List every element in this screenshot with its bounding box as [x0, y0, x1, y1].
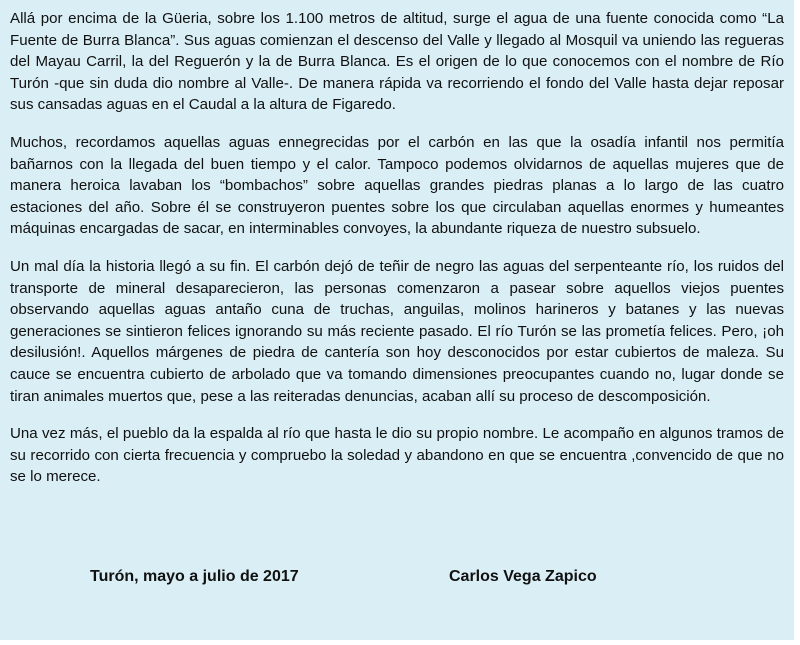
paragraph-3: Un mal día la historia llegó a su fin. El carbón dejó de teñir de negro las aguas del serpenteante río, los ruidos del transporte de mineral desaparecieron, las personas comenzaron a pasear sobre aquellos viejos puentes observando aquellas aguas antaño cuna de truchas, anguilas, molinos harineros y batanes y las nuevas generaciones se sintieron felices ignorando su más reciente pasado. El río Turón se las prometía felices. Pero, ¡oh desilusión!. Aquellos márgenes de piedra de cantería son hoy desconocidos por estar cubiertos de maleza. Su cauce se encuentra cubierto de arbolado que va tomando dimensiones preocupantes cuando no, lugar donde se tiran animales muertos que, pese a las reiteradas denuncias, acaban allí su proceso de descomposición. — [10, 257, 784, 405]
paragraph-1: Allá por encima de la Güeria, sobre los 1.100 metros de altitud, surge el agua de una fuente conocida como “La Fuente de Burra Blanca”. Sus aguas comienzan el descenso del Valle y llegado al Mosquil va uniendo las regueras del Mayau Carril, la del Reguerón y la de Burra Blanca. Es el origen de lo que conocemos con el nombre de Río Turón -que sin duda dio nombre al Valle-. De manera rápida va recorriendo el fondo del Valle hasta dejar reposar sus cansadas aguas en el Caudal a la altura de Figaredo. — [10, 10, 784, 114]
signature-author: Carlos Vega Zapico — [449, 568, 597, 585]
paragraph-4: Una vez más, el pueblo da la espalda al río que hasta le dio su propio nombre. Le acompaño en algunos tramos de su recorrido con cierta frecuencia y compruebo la soledad y abandono en que se encuentra ,convencido de que no se lo merece. — [10, 425, 784, 486]
paragraph-2: Muchos, recordamos aquellas aguas ennegrecidas por el carbón en las que la osadía infantil nos permitía bañarnos con la llegada del buen tiempo y el calor. Tampoco podemos olvidarnos de aquellas mujeres que de manera heroica lavaban los “bombachos” sobre aquellas grandes piedras planas a lo largo de las cuatro estaciones del año. Sobre él se construyeron puentes sobre los que circulaban aquellas enormes y humeantes máquinas encargadas de sacar, en interminables convoyes, la abundante riqueza de nuestro subsuelo. — [10, 133, 784, 238]
signature-place-date: Turón, mayo a julio de 2017 — [90, 568, 299, 585]
